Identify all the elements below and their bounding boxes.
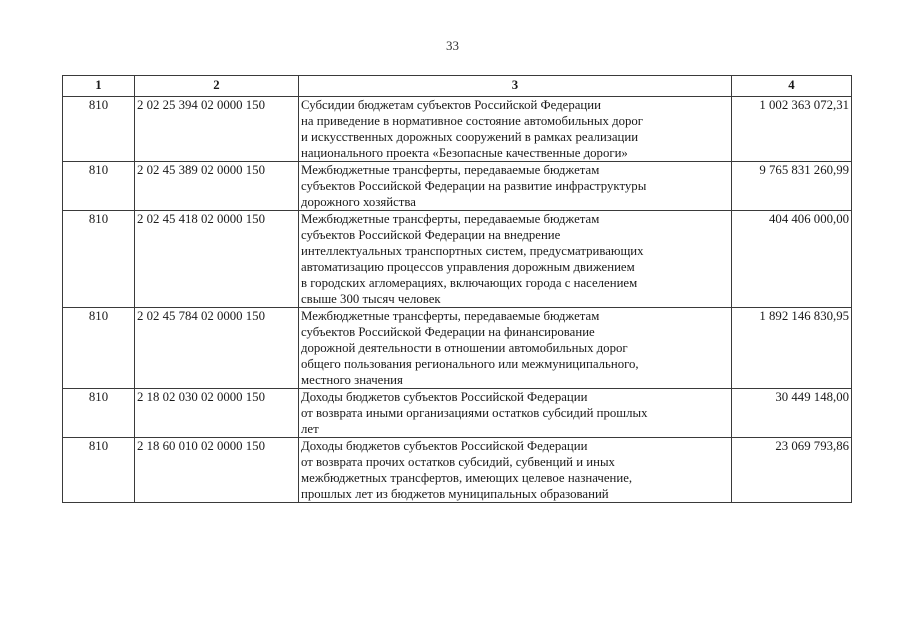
description-line: свыше 300 тысяч человек: [301, 292, 441, 306]
description-line: дорожного хозяйства: [301, 195, 416, 209]
description-line: национального проекта «Безопасные качественные дороги»: [301, 146, 628, 160]
description-line: Субсидии бюджетам субъектов Российской Федерации: [301, 98, 601, 112]
description-line: Доходы бюджетов субъектов Российской Федерации: [301, 390, 588, 404]
description-cell: [299, 211, 732, 308]
description-line: межбюджетных трансфертов, имеющих целевое назначение,: [301, 471, 633, 485]
description-line: Межбюджетные трансферты, передаваемые бюджетам: [301, 163, 600, 177]
description-line: Межбюджетные трансферты, передаваемые бюджетам: [301, 309, 600, 323]
amount-cell: 30 449 148,00: [732, 389, 852, 438]
table-row: [63, 162, 852, 211]
description-line: субъектов Российской Федерации на внедрение: [301, 228, 561, 242]
budget-revenue-table: [62, 75, 852, 503]
column-header-3: 3: [299, 76, 732, 97]
amount-cell: 1 002 363 072,31: [732, 97, 852, 162]
description-line: на приведение в нормативное состояние автомобильных дорог: [301, 114, 644, 128]
table-row: [63, 389, 852, 438]
budget-code-cell: 2 18 60 010 02 0000 150: [135, 438, 299, 503]
table-row: [63, 438, 852, 503]
column-header-4: 4: [732, 76, 852, 97]
description-cell: [299, 438, 732, 503]
column-header-1: 1: [63, 76, 135, 97]
description-line: лет: [301, 422, 319, 436]
description-cell: [299, 162, 732, 211]
description-line: автоматизацию процессов управления дорожным движением: [301, 260, 635, 274]
admin-code-cell: 810: [63, 308, 135, 389]
budget-code-cell: 2 02 25 394 02 0000 150: [135, 97, 299, 162]
description-line: субъектов Российской Федерации на финансирование: [301, 325, 595, 339]
amount-cell: 1 892 146 830,95: [732, 308, 852, 389]
description-line: интеллектуальных транспортных систем, предусматривающих: [301, 244, 644, 258]
budget-code-cell: 2 02 45 389 02 0000 150: [135, 162, 299, 211]
description-line: местного значения: [301, 373, 403, 387]
description-line: от возврата прочих остатков субсидий, субвенций и иных: [301, 455, 615, 469]
description-cell: [299, 97, 732, 162]
admin-code-cell: 810: [63, 211, 135, 308]
amount-cell: 23 069 793,86: [732, 438, 852, 503]
table-row: [63, 211, 852, 308]
admin-code-cell: 810: [63, 438, 135, 503]
column-header-2: 2: [135, 76, 299, 97]
description-line: дорожной деятельности в отношении автомобильных дорог: [301, 341, 628, 355]
description-line: и искусственных дорожных сооружений в рамках реализации: [301, 130, 639, 144]
amount-cell: 404 406 000,00: [732, 211, 852, 308]
page-number: 33: [446, 38, 459, 53]
admin-code-cell: 810: [63, 389, 135, 438]
description-line: субъектов Российской Федерации на развитие инфраструктуры: [301, 179, 647, 193]
admin-code-cell: 810: [63, 97, 135, 162]
description-line: общего пользования регионального или межмуниципального,: [301, 357, 639, 371]
description-line: в городских агломерациях, включающих города с населением: [301, 276, 638, 290]
description-line: Доходы бюджетов субъектов Российской Федерации: [301, 439, 588, 453]
description-line: прошлых лет из бюджетов муниципальных образований: [301, 487, 609, 501]
table-row: [63, 97, 852, 162]
table-row: [63, 308, 852, 389]
budget-code-cell: 2 18 02 030 02 0000 150: [135, 389, 299, 438]
description-line: от возврата иными организациями остатков субсидий прошлых: [301, 406, 648, 420]
budget-code-cell: 2 02 45 784 02 0000 150: [135, 308, 299, 389]
description-line: Межбюджетные трансферты, передаваемые бюджетам: [301, 212, 600, 226]
budget-code-cell: 2 02 45 418 02 0000 150: [135, 211, 299, 308]
amount-cell: 9 765 831 260,99: [732, 162, 852, 211]
admin-code-cell: 810: [63, 162, 135, 211]
description-cell: [299, 389, 732, 438]
description-cell: [299, 308, 732, 389]
table-header-row: [63, 76, 852, 97]
